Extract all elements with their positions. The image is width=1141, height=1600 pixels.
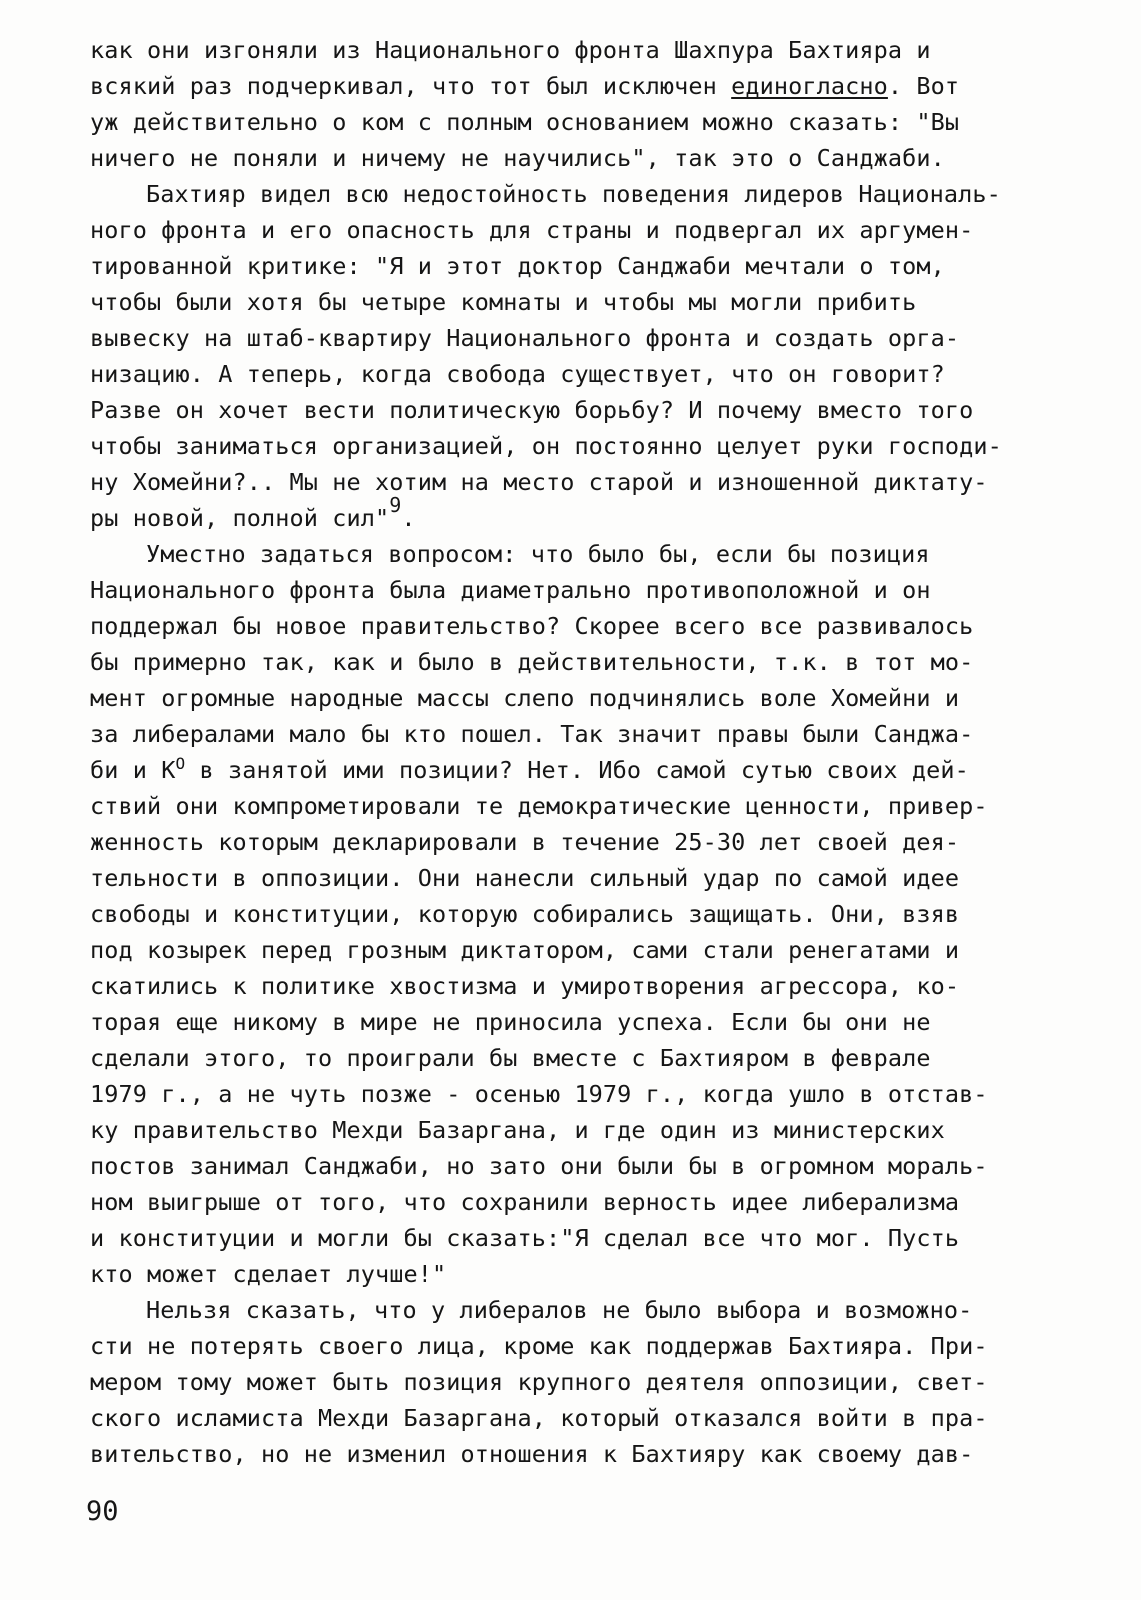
text-line: постов занимал Санджаби, но зато они были бы в огромном мораль- [90,1152,988,1180]
paragraph-start: Уместно задаться вопросом: что было бы, если бы позиция [146,540,930,568]
text-line: ну Хомейни?.. Мы не хотим на место старой и изношенной диктату- [90,468,988,496]
body-text [90,32,1100,1472]
page-number: 90 [86,1496,119,1527]
text-line: кто может сделает лучше!" [90,1260,447,1288]
paragraph-start: Нельзя сказать, что у либералов не было выбора и возможно- [146,1296,973,1324]
text-line: чтобы заниматься организацией, он постоянно целует руки господи- [90,432,1002,460]
text-line: уж действительно о ком с полным основанием можно сказать: "Вы [90,108,960,136]
text-line: низацию. А теперь, когда свобода существует, что он говорит? [90,360,945,388]
text-line: ничего не поняли и ничему не научились", так это о Санджаби. [90,144,945,172]
text-line: ном выигрыше от того, что сохранили верность идее либерализма [90,1188,960,1216]
text-line: скатились к политике хвостизма и умиротворения агрессора, ко- [90,972,960,1000]
text-line: чтобы были хотя бы четыре комнаты и чтобы мы могли прибить [90,288,917,316]
text-line: Национального фронта была диаметрально противоположной и он [90,576,931,604]
text-line: 1979 г., а не чуть позже - осенью 1979 г., когда ушло в отстав- [90,1080,988,1108]
text-line: вительство, но не изменил отношения к Бахтияру как своему дав- [90,1440,974,1468]
text-line: бы примерно так, как и было в действительности, т.к. в тот мо- [90,648,974,676]
paragraph-start: Бахтияр видел всю недостойность поведения лидеров Националь- [146,180,1001,208]
text-line: тельности в оппозиции. Они нанесли сильный удар по самой идее [90,864,960,892]
emphasis-underlined: единогласно [731,72,888,100]
text-line: сти не потерять своего лица, кроме как поддержав Бахтияра. При- [90,1332,988,1360]
text-line: свободы и конституции, которую собирались защищать. Они, взяв [90,900,960,928]
footnote-mark: 9 [389,493,402,517]
text-line: торая еще никому в мире не приносила успеха. Если бы они не [90,1008,931,1036]
text-line: всякий раз подчеркивал, что тот был исключен единогласно. Вот [90,72,960,100]
text-line: ского исламиста Мехди Базаргана, который отказался войти в пра- [90,1404,988,1432]
text-line: как они изгоняли из Национального фронта Шахпура Бахтияра и [90,36,931,64]
text-line: мент огромные народные массы слепо подчинялись воле Хомейни и [90,684,960,712]
text-line: ку правительство Мехди Базаргана, и где один из министерских [90,1116,945,1144]
text-line: сделали этого, то проиграли бы вместе с Бахтияром в феврале [90,1044,931,1072]
text-line: вывеску на штаб-квартиру Национального фронта и создать орга- [90,324,960,352]
superscript-o: O [175,754,186,773]
text-line: и конституции и могли бы сказать:"Я сделал все что мог. Пусть [90,1224,960,1252]
text-line: Разве он хочет вести политическую борьбу? И почему вместо того [90,396,974,424]
text-line: ствий они компрометировали те демократические ценности, привер- [90,792,988,820]
text-line: тированной критике: "Я и этот доктор Санджаби мечтали о том, [90,252,945,280]
text-line: под козырек перед грозным диктатором, сами стали ренегатами и [90,936,960,964]
text-line: поддержал бы новое правительство? Скорее всего все развивалось [90,612,974,640]
text-line: ного фронта и его опасность для страны и подвергал их аргумен- [90,216,974,244]
text-line: за либералами мало бы кто пошел. Так значит правы были Санджа- [90,720,974,748]
text-line: мером тому может быть позиция крупного деятеля оппозиции, свет- [90,1368,988,1396]
text-line: би и $К^O$ в занятой ими позиции? Нет. Ибо самой сутью своих дей- [90,754,969,784]
text-line: женность которым декларировали в течение 25-30 лет своей дея- [90,828,960,856]
text-line: ры новой, полной сил"$^9$. [90,493,416,532]
